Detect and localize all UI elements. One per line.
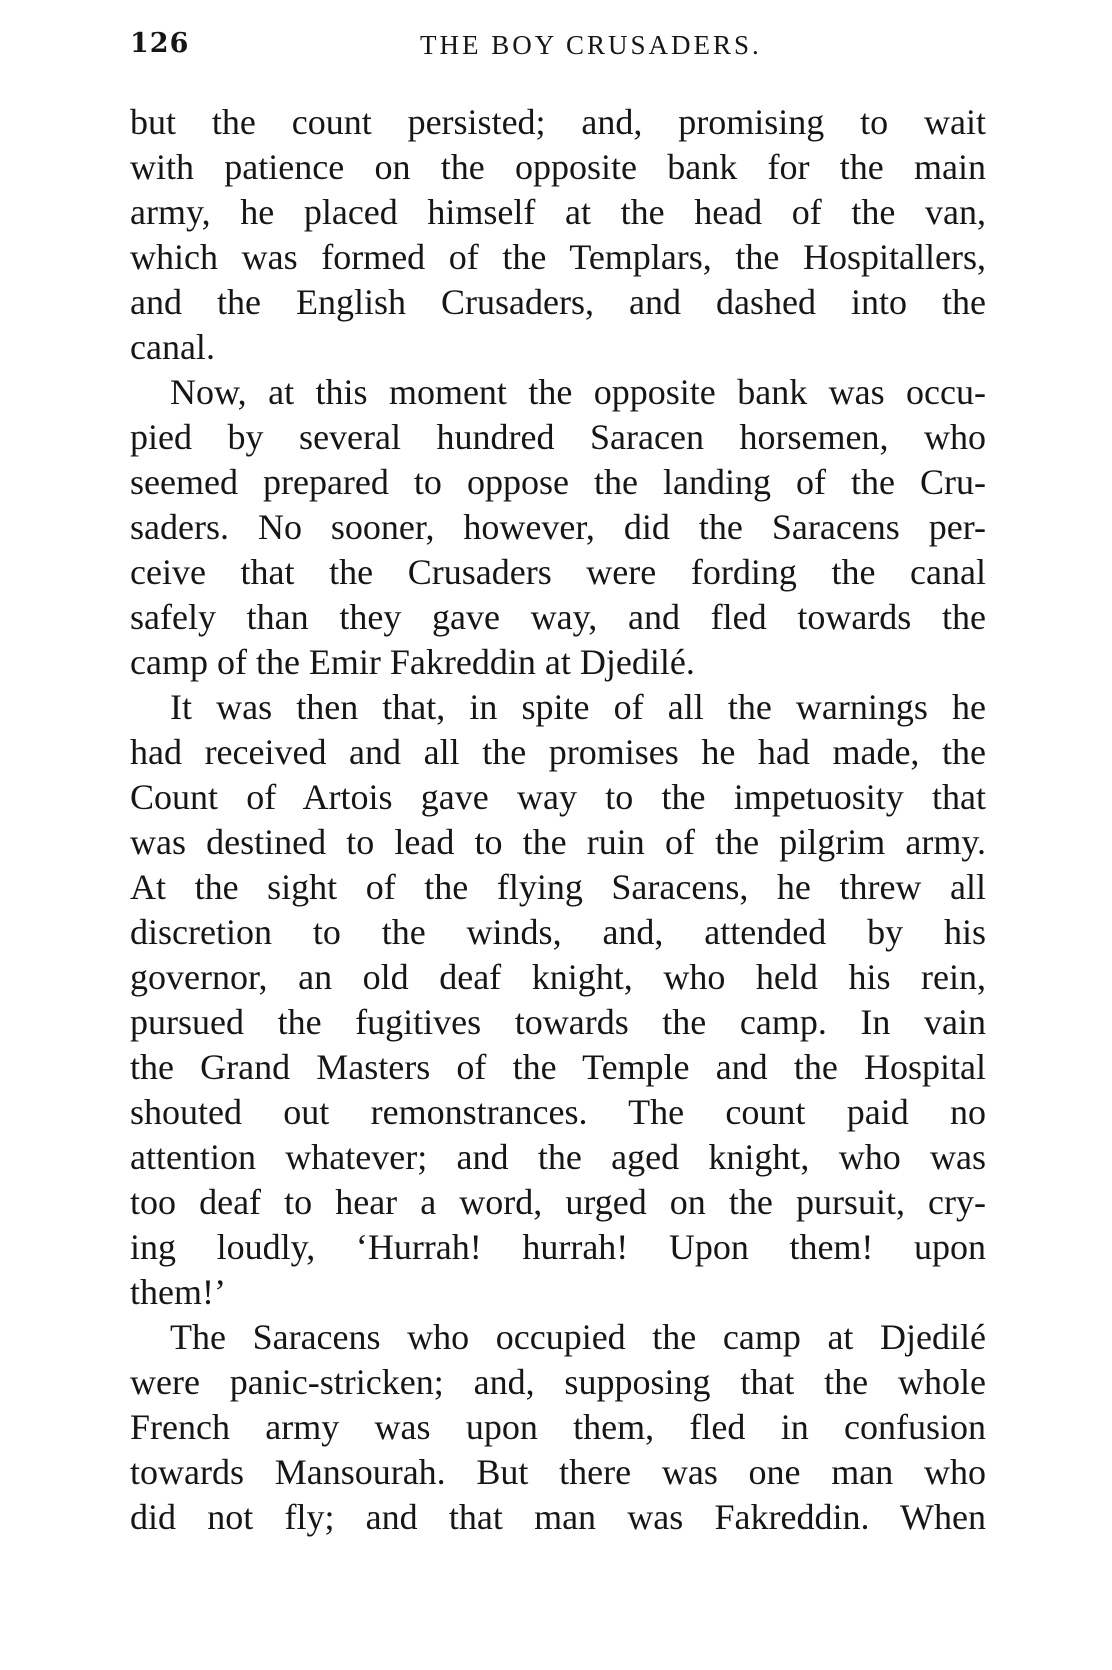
text-line: were panic-stricken; and, supposing that the whole <box>130 1362 986 1402</box>
text-line: with patience on the opposite bank for the main <box>130 147 986 187</box>
text-line: too deaf to hear a word, urged on the pursuit, cry- <box>130 1182 986 1222</box>
text-line: was destined to lead to the ruin of the pilgrim army. <box>130 822 986 862</box>
text-line: which was formed of the Templars, the Hospitallers, <box>130 237 986 277</box>
text-line: seemed prepared to oppose the landing of the Cru- <box>130 462 986 502</box>
text-line: towards Mansourah. But there was one man who <box>130 1452 986 1492</box>
text-line: ing loudly, ‘Hurrah! hurrah! Upon them! upon <box>130 1227 986 1267</box>
text-line: saders. No sooner, however, did the Saracens per- <box>130 507 986 547</box>
running-title: THE BOY CRUSADERS. <box>420 30 762 60</box>
text-line: camp of the Emir Fakreddin at Djedilé. <box>130 642 695 682</box>
text-line: and the English Crusaders, and dashed into the <box>130 282 986 322</box>
text-line: Count of Artois gave way to the impetuosity that <box>130 777 986 817</box>
text-line: Now, at this moment the opposite bank was occu- <box>170 372 986 412</box>
text-line: pied by several hundred Saracen horsemen, who <box>130 417 986 457</box>
text-line: did not fly; and that man was Fakreddin. When <box>130 1497 986 1537</box>
text-line: The Saracens who occupied the camp at Djedilé <box>170 1317 986 1357</box>
text-line: them!’ <box>130 1272 226 1312</box>
text-line: the Grand Masters of the Temple and the Hospital <box>130 1047 986 1087</box>
page-number: 126 <box>130 28 190 59</box>
text-line: It was then that, in spite of all the warnings he <box>170 687 986 727</box>
text-line: army, he placed himself at the head of the van, <box>130 192 986 232</box>
page-header <box>130 28 986 64</box>
text-line: shouted out remonstrances. The count paid no <box>130 1092 986 1132</box>
text-line: governor, an old deaf knight, who held his rein, <box>130 957 986 997</box>
text-line: ceive that the Crusaders were fording the canal <box>130 552 986 592</box>
text-line: but the count persisted; and, promising to wait <box>130 102 986 142</box>
body-text <box>130 100 986 1540</box>
text-line: attention whatever; and the aged knight, who was <box>130 1137 986 1177</box>
text-line: At the sight of the flying Saracens, he threw all <box>130 867 986 907</box>
text-line: canal. <box>130 327 215 367</box>
text-line: discretion to the winds, and, attended by his <box>130 912 986 952</box>
text-line: pursued the fugitives towards the camp. In vain <box>130 1002 986 1042</box>
text-line: had received and all the promises he had made, the <box>130 732 986 772</box>
text-line: French army was upon them, fled in confusion <box>130 1407 986 1447</box>
text-line: safely than they gave way, and fled towards the <box>130 597 986 637</box>
